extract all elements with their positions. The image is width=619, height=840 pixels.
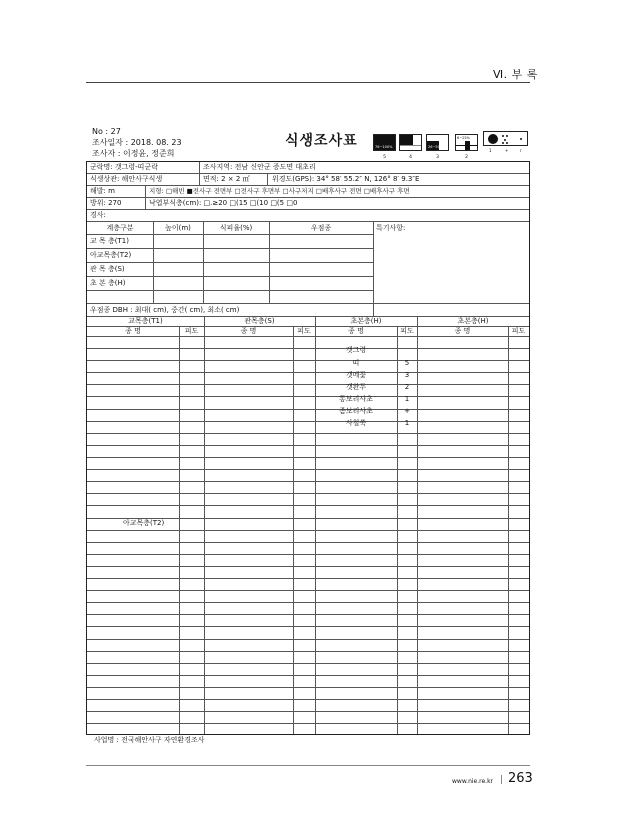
scatter-dot-icon xyxy=(506,135,508,137)
row-line xyxy=(87,469,529,470)
coverage-num: 3 xyxy=(436,155,439,160)
species-col-header: 종 명 xyxy=(454,327,471,335)
scatter-dot-icon xyxy=(504,139,506,141)
large-dot-icon xyxy=(488,134,498,144)
row-line xyxy=(87,530,529,531)
col-line xyxy=(199,162,200,185)
row-line xyxy=(87,457,529,458)
row-line xyxy=(87,197,529,198)
row-line xyxy=(87,384,529,385)
species-cover: 1 xyxy=(404,419,410,427)
survey-area: 조사지역: 전남 신안군 증도면 대초리 xyxy=(203,163,316,171)
layer-t1: 교 목 층(T1) xyxy=(90,237,129,245)
layer-h: 초 본 층(H) xyxy=(90,279,126,287)
species-name: 좀보리사초 xyxy=(339,407,373,415)
header-divider xyxy=(86,82,530,83)
coverage-class-5-icon: 76~100% xyxy=(373,134,396,151)
cover-col-header: 피도 xyxy=(511,327,526,335)
row-line xyxy=(87,687,529,688)
col-line xyxy=(267,174,268,185)
row-line xyxy=(87,566,529,567)
row-line xyxy=(87,723,529,724)
symbol-num: r xyxy=(520,148,522,153)
species-name: 통보리사초 xyxy=(339,395,373,403)
row-line xyxy=(87,421,529,422)
surveyors: 조사자 : 이정윤, 정준희 xyxy=(92,149,175,158)
row-line xyxy=(87,639,529,640)
footer-separator: | xyxy=(500,775,504,785)
cover-col-header: 피도 xyxy=(400,327,414,335)
row-line xyxy=(87,185,529,186)
row-line xyxy=(87,663,529,664)
row-line xyxy=(87,675,529,676)
col-line xyxy=(145,186,146,209)
species-cover: + xyxy=(404,407,410,415)
row-line xyxy=(87,209,529,210)
species-name: 갯그령 xyxy=(345,346,367,354)
layer-t2: 아교목층(T2) xyxy=(90,251,132,259)
col-header-h2: 초본층(H) xyxy=(457,317,489,325)
row-line xyxy=(87,173,529,174)
coverage-class-2-icon: 6~25% xyxy=(455,134,478,151)
slope: 경사: xyxy=(90,211,106,219)
row-line xyxy=(87,409,529,410)
row-line xyxy=(87,372,529,373)
row-line xyxy=(87,248,373,249)
plot-area: 면적: 2 × 2 ㎡ xyxy=(203,175,250,183)
row-line xyxy=(87,290,373,291)
cover-header: 식피율(%) xyxy=(219,224,253,232)
species-col-header: 종 명 xyxy=(240,327,257,335)
row-line xyxy=(87,303,529,304)
remarks-label: 특기사항: xyxy=(376,224,406,232)
row-line xyxy=(87,433,529,434)
row-line xyxy=(87,505,529,506)
abundance-symbols xyxy=(483,131,528,146)
row-line xyxy=(87,542,529,543)
species-col-header: 종 명 xyxy=(348,327,364,335)
row-line xyxy=(87,493,529,494)
col-header-s: 관목층(S) xyxy=(244,317,275,325)
row-line xyxy=(87,234,373,235)
row-line xyxy=(87,711,529,712)
coverage-num: 2 xyxy=(465,155,468,160)
aspect: 방위: 270 xyxy=(90,199,122,207)
species-name: 띠 xyxy=(352,359,360,367)
row-line xyxy=(87,276,373,277)
symbol-num: 1 xyxy=(489,148,492,153)
section-title: Ⅵ. 부 록 xyxy=(493,68,538,81)
cover-col-header: 피도 xyxy=(297,327,311,335)
species-cover: 1 xyxy=(404,395,410,403)
row-line xyxy=(87,626,529,627)
row-line xyxy=(87,262,373,263)
strata-header: 계층구분 xyxy=(106,224,134,232)
footer-url: www.nie.re.kr xyxy=(452,778,494,785)
survey-date: 조사일자 : 2018. 08. 23 xyxy=(92,138,182,147)
species-cover: 2 xyxy=(404,383,410,391)
row-line xyxy=(87,348,529,349)
col-line xyxy=(203,222,204,303)
coverage-class-4-icon: 51~75% xyxy=(399,134,422,151)
coverage-num: 4 xyxy=(409,155,412,160)
col-line xyxy=(153,222,154,303)
subtree-section-label: 아교목층(T2) xyxy=(123,519,165,527)
row-line xyxy=(87,590,529,591)
layer-s: 관 목 층(S) xyxy=(90,265,125,273)
dominant-header: 우점종 xyxy=(310,224,332,232)
col-line xyxy=(373,222,374,316)
row-line xyxy=(87,481,529,482)
altitude: 해발: m xyxy=(90,187,115,195)
col-line xyxy=(417,316,418,734)
dbh-line: 우점종 DBH : 최대( cm), 중간( cm), 최소( cm) xyxy=(90,306,240,314)
row-line xyxy=(87,602,529,603)
species-name: 갯메꽃 xyxy=(345,371,367,379)
footer-divider xyxy=(86,765,530,766)
row-line xyxy=(87,336,529,337)
survey-form xyxy=(86,161,530,735)
page-number: 263 xyxy=(508,771,533,786)
col-header-h: 초본층(H) xyxy=(350,317,382,325)
symbol-num: + xyxy=(505,148,509,153)
row-line xyxy=(87,445,529,446)
single-dot-icon xyxy=(520,138,522,140)
community-name: 군락명: 갯그령-띠군락 xyxy=(90,163,158,171)
row-line xyxy=(87,651,529,652)
gps-coordinates: 위경도(GPS): 34° 58′ 55.2″ N, 126° 8′ 9.3″E xyxy=(272,175,420,183)
row-line xyxy=(87,360,529,361)
col-line xyxy=(204,316,205,734)
scatter-dot-icon xyxy=(502,135,504,137)
row-line xyxy=(87,554,529,555)
row-line xyxy=(87,578,529,579)
survey-number: No : 27 xyxy=(92,127,121,136)
col-header-t1: 교목층(T1) xyxy=(128,317,163,325)
form-title: 식생조사표 xyxy=(285,133,358,149)
species-name: 갯완두 xyxy=(345,383,367,391)
row-line xyxy=(87,396,529,397)
row-line xyxy=(87,614,529,615)
species-cover: 5 xyxy=(404,359,410,367)
scatter-dot-icon xyxy=(502,142,504,144)
cover-col-header: 피도 xyxy=(184,327,199,335)
vegetation-type: 식생상관: 해안사구식생 xyxy=(90,175,163,183)
row-line xyxy=(87,699,529,700)
col-line xyxy=(269,222,270,303)
coverage-class-3-icon: 26~50% xyxy=(426,134,449,151)
species-name: 사철쑥 xyxy=(345,419,367,427)
terrain-options: 지형: □해빈 ■전사구 전면부 □전사구 후면부 □사구저지 □배후사구 전면 □배후사구 후면 xyxy=(149,187,410,195)
scatter-dot-icon xyxy=(506,142,508,144)
height-header: 높이(m) xyxy=(165,224,191,232)
project-name: 사업명 : 전국해안사구 자연환경조사 xyxy=(94,736,205,744)
litter-layer: 낙엽부식층(cm): □.≥20 □(15 □(10 □(5 □0 xyxy=(149,199,298,207)
species-cover: 3 xyxy=(404,371,410,379)
species-col-header: 종 명 xyxy=(125,327,141,335)
coverage-num: 5 xyxy=(383,155,386,160)
